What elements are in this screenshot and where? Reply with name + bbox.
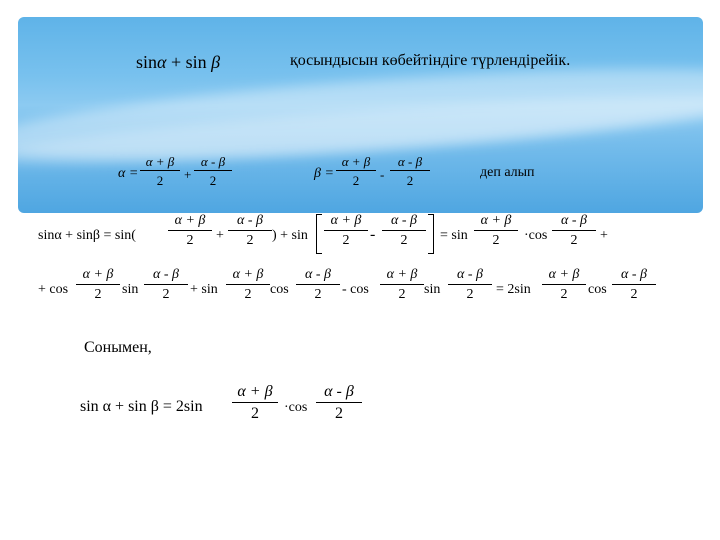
line2-plus-sin: + sin (190, 282, 218, 297)
final-lhs: sin α + sin β = 2sin (80, 398, 203, 415)
title-sin-2: sin (185, 52, 207, 72)
line2-frac-5: α + β 2 (380, 268, 424, 302)
line1-bracket-right (428, 214, 434, 254)
line1-bracket-left (316, 214, 322, 254)
conclusion-label: Сонымен, (84, 339, 152, 356)
line1-frac-3: α + β 2 (324, 214, 368, 248)
line1-frac-6: α - β 2 (552, 214, 596, 248)
line1-eq-sin: = sin (440, 228, 468, 243)
beta-eq: β = (314, 166, 334, 181)
line1-trailing-plus: + (600, 228, 608, 243)
alpha-plus: + (184, 167, 192, 182)
title-alpha: α (157, 52, 167, 72)
title-plus: + (170, 52, 182, 72)
final-dot-cos: ·cos (284, 400, 308, 415)
line2-minus-cos: - cos (342, 282, 369, 297)
line2-frac-2: α - β 2 (144, 268, 188, 302)
title-text: қосындысын көбейтіндіге түрлендірейік. (290, 52, 571, 69)
line2-plus-cos: + cos (38, 282, 69, 297)
title-formula (136, 52, 220, 73)
beta-minus: - (380, 167, 385, 182)
line2-frac-8: α - β 2 (612, 268, 656, 302)
line2-cos-2: cos (588, 282, 607, 297)
line1-frac-5: α + β 2 (474, 214, 518, 248)
line1-lhs: sinα + sinβ = sin( (38, 228, 136, 243)
line1-frac-4: α - β 2 (382, 214, 426, 248)
line1-minus: - (370, 226, 376, 243)
beta-frac-diff: α - β 2 (390, 155, 430, 187)
final-frac-2: α - β 2 (316, 384, 362, 422)
line2-frac-7: α + β 2 (542, 268, 586, 302)
line2-frac-1: α + β 2 (76, 268, 120, 302)
alpha-frac-diff: α - β 2 (194, 155, 232, 187)
dep-alyp: деп алып (480, 165, 535, 180)
final-frac-1: α + β 2 (232, 384, 278, 422)
alpha-frac-sum: α + β 2 (140, 155, 180, 187)
title-beta: β (211, 52, 221, 72)
line2-frac-3: α + β 2 (226, 268, 270, 302)
line1-plus: + (216, 228, 224, 243)
line2-eq-2sin: = 2sin (496, 282, 531, 297)
line1-dot-cos: ·cos (524, 228, 548, 243)
line2-sin: sin (122, 282, 139, 297)
line2-frac-6: α - β 2 (448, 268, 492, 302)
title-sin-1: sin (136, 52, 158, 72)
line2-sin-2: sin (424, 282, 441, 297)
beta-frac-sum: α + β 2 (336, 155, 376, 187)
line2-frac-4: α - β 2 (296, 268, 340, 302)
line1-close-sin: ) + sin (272, 228, 308, 243)
line2-cos: cos (270, 282, 289, 297)
alpha-eq: α = (118, 166, 139, 181)
line1-frac-1: α + β 2 (168, 214, 212, 248)
line1-frac-2: α - β 2 (228, 214, 272, 248)
